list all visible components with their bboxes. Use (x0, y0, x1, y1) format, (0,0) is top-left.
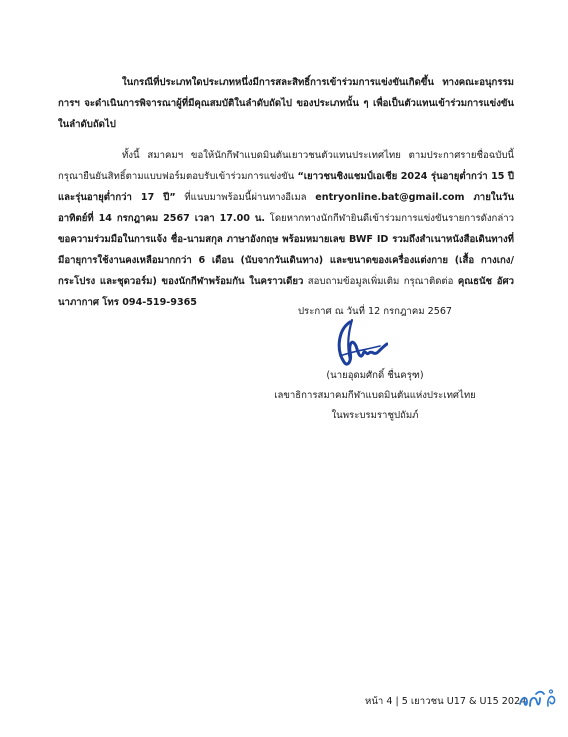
signatory-name: (นายอุดมศักดิ์ ชื่นครุฑ) (326, 370, 424, 381)
signatory-block (255, 366, 495, 426)
announcement-date: ประกาศ ณ วันที่ 12 กรกฎาคม 2567 (297, 306, 453, 317)
signatory-patronage: ในพระบรมราชูปถัมภ์ (331, 410, 419, 421)
required-documents: ขอความร่วมมือในการแจ้ง ชื่อ-นามสกุล ภาษาอังกฤษ พร้อมหมายเลข BWF ID รวมถึงสำเนาหนังสือเดินทางที่มีอายุการใช้งานคงเหลือมากกว่า 6 เดือน (นับจากวันเดินทาง) และขนาดของเครื่องแต่งกาย (เสื้อ กางเกง/กระโปรง และชุดวอร์ม) ของนักกีฬาพร้อมกัน ในคราวเดียว (58, 234, 514, 287)
paragraph-confirmation-instructions (58, 145, 514, 313)
substitution-rule-text: ในกรณีที่ประเภทใดประเภทหนึ่งมีการสละสิทธิ์การเข้าร่วมการแข่งขันเกิดขึ้น ทางคณะอนุกรรมการฯ จะดำเนินการพิจารณาผู้ที่มีคุณสมบัติในลำดับถัดไป ของประเภทนั้น ๆ เพื่อเป็นตัวแทนเข้าร่วมการแข่งขันในลำดับถัดไป (58, 77, 514, 130)
page-footer: หน้า 4 | 5 เยาวชน U17 & U15 2024 (365, 696, 527, 707)
attachment-text: ที่แนบมาพร้อมนี้ผ่านทางอีเมล (175, 192, 316, 203)
contact-intro: สอบถามข้อมูลเพิ่มเติม กรุณาติดต่อ (303, 276, 458, 287)
initials-mark-image (518, 688, 558, 712)
email-deadline: entryonline.bat@gmail.com ภายในวันอาทิตย์ที่ 14 กรกฎาคม 2567 เวลา 17.00 น. (58, 192, 515, 224)
contact-person: คุณธนัช อัศวนาภากาศ โทร 094-519-9365 (58, 276, 515, 308)
paragraph-substitution-rule (58, 72, 514, 135)
event-name: “เยาวชนชิงแชมป์เอเชีย 2024 รุ่นอายุต่ำกว่า 15 ปี และรุ่นอายุต่ำกว่า 17 ปี” (58, 171, 514, 203)
signature-image (330, 316, 388, 372)
signatory-position: เลขาธิการสมาคมกีฬาแบดมินตันแห่งประเทศไทย (274, 390, 476, 401)
condition-text: โดยหากทางนักกีฬายินดีเข้าร่วมการแข่งขันรายการดังกล่าว (265, 213, 514, 224)
intro-text: ทั้งนี้ สมาคมฯ ขอให้นักกีฬาแบดมินตันเยาวชนตัวแทนประเทศไทย ตามประกาศรายชื่อฉบับนี้ กรุณายืนยันสิทธิ์ตามแบบฟอร์มตอบรับเข้าร่วมการแข่งขัน (58, 150, 514, 182)
